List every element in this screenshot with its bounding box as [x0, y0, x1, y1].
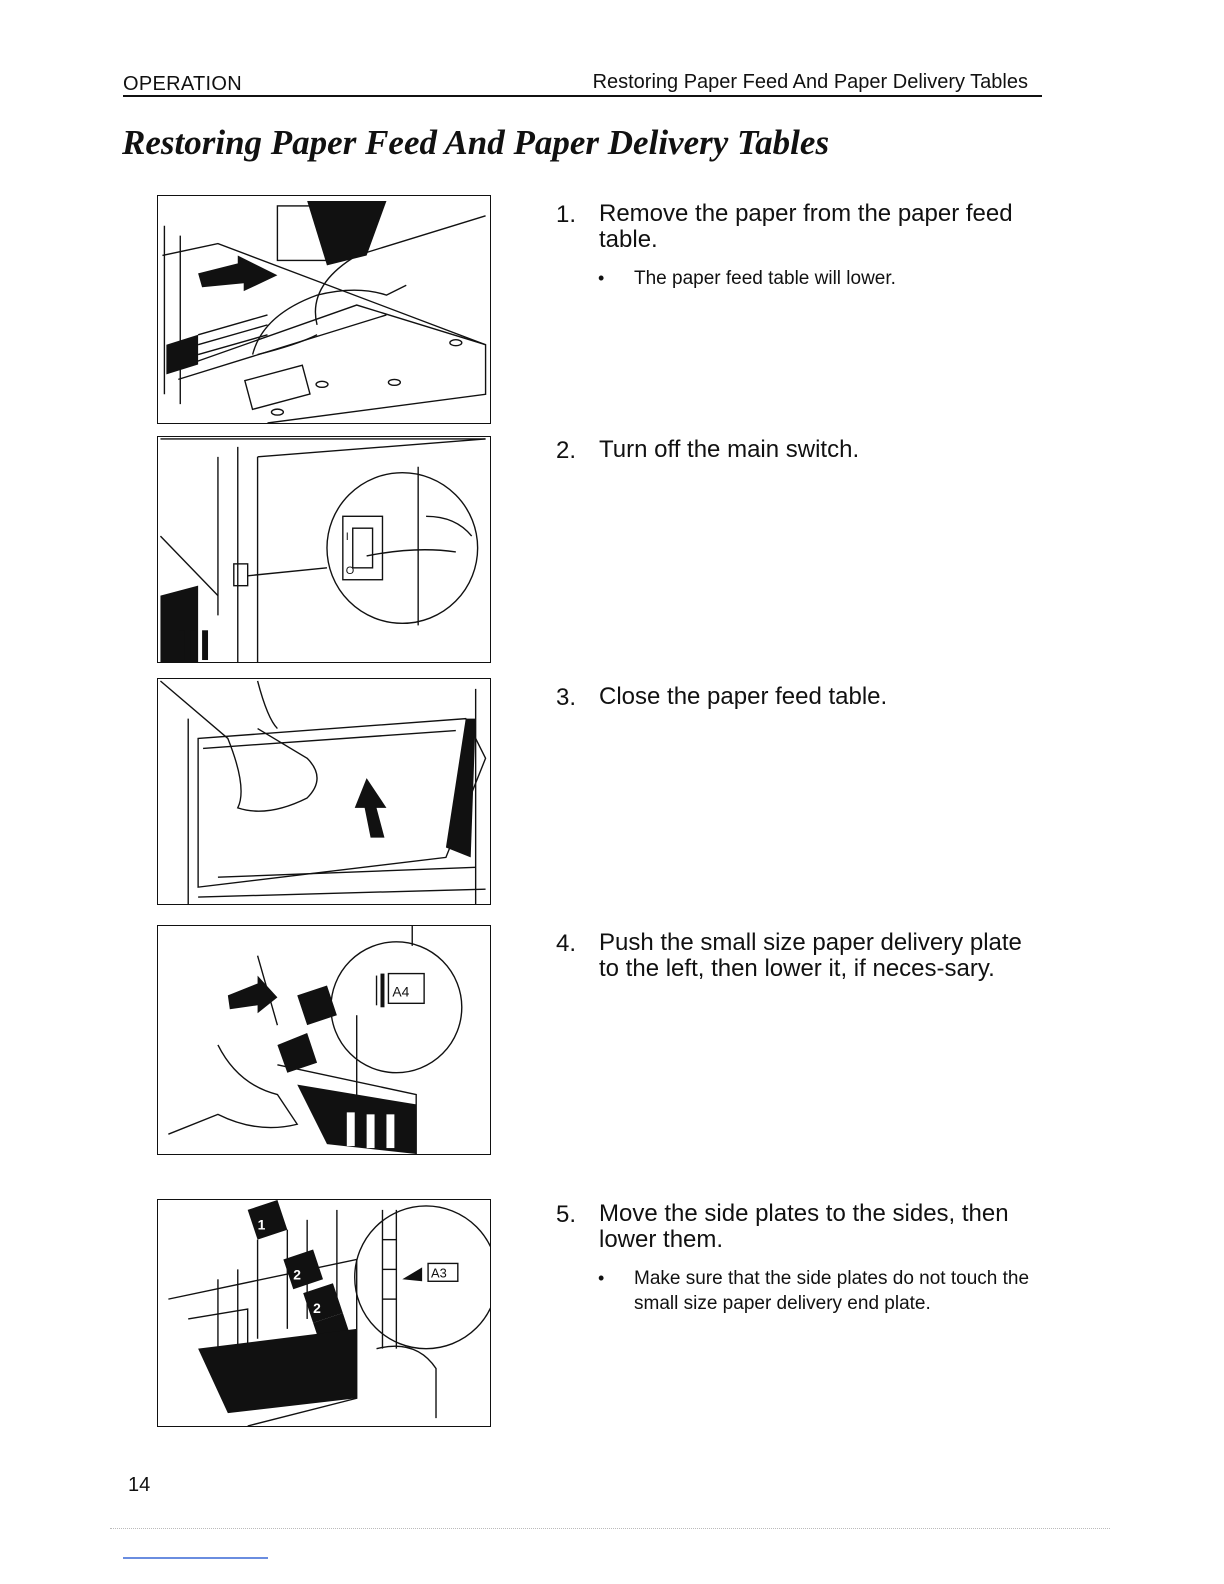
step-text: Push the small size paper delivery plate to the left, then lower it, if neces-sary. — [599, 929, 1022, 982]
step-text: Move the side plates to the sides, then lower them. — [599, 1200, 1009, 1253]
callout-1-top-label: 1 — [257, 1216, 266, 1233]
illustration-main-switch — [158, 437, 490, 662]
step-2 — [556, 437, 1046, 463]
illustration-close-feed-table — [158, 679, 490, 904]
footer-accent-line — [123, 1557, 268, 1559]
step-number: 5. — [556, 1201, 577, 1228]
callout-2-top-label: 2 — [293, 1266, 301, 1283]
scan-artifact-line — [110, 1528, 1110, 1529]
step-number: 1. — [556, 201, 577, 228]
illustration-delivery-plate — [158, 926, 490, 1154]
switch-on-label: I — [345, 531, 349, 544]
step-text: Turn off the main switch. — [599, 436, 860, 463]
step-number: 2. — [556, 437, 577, 464]
step-note: • The paper feed table will lower. — [634, 266, 1046, 291]
running-title: Restoring Paper Feed And Paper Delivery Tables — [592, 71, 1028, 93]
step-number: 3. — [556, 684, 577, 711]
page-number: 14 — [128, 1474, 151, 1496]
figure-close-feed-table — [157, 678, 491, 905]
callout-2-bottom-label: 2 — [313, 1300, 321, 1316]
step-1 — [556, 201, 1046, 291]
step-note: • Make sure that the side plates do not touch the small size paper delivery end plate. — [634, 1266, 1046, 1316]
step-number: 4. — [556, 930, 577, 957]
page-title: Restoring Paper Feed And Paper Delivery Tables — [122, 123, 830, 162]
switch-off-label: O — [345, 564, 355, 577]
step-text: Remove the paper from the paper feed table. — [599, 200, 1013, 253]
figure-remove-paper — [157, 195, 491, 424]
header-rule — [123, 95, 1042, 97]
step-text: Close the paper feed table. — [599, 683, 888, 710]
illustration-side-plates — [158, 1200, 490, 1426]
figure-delivery-plate — [157, 925, 491, 1155]
paper-size-a3-label: A3 — [431, 1265, 447, 1281]
step-4 — [556, 930, 1046, 982]
illustration-remove-paper — [158, 196, 490, 423]
figure-side-plates — [157, 1199, 491, 1427]
step-5 — [556, 1201, 1046, 1316]
step-3 — [556, 684, 1046, 710]
section-label: OPERATION — [123, 73, 243, 95]
paper-size-a4-label: A4 — [392, 983, 410, 1000]
figure-main-switch — [157, 436, 491, 663]
